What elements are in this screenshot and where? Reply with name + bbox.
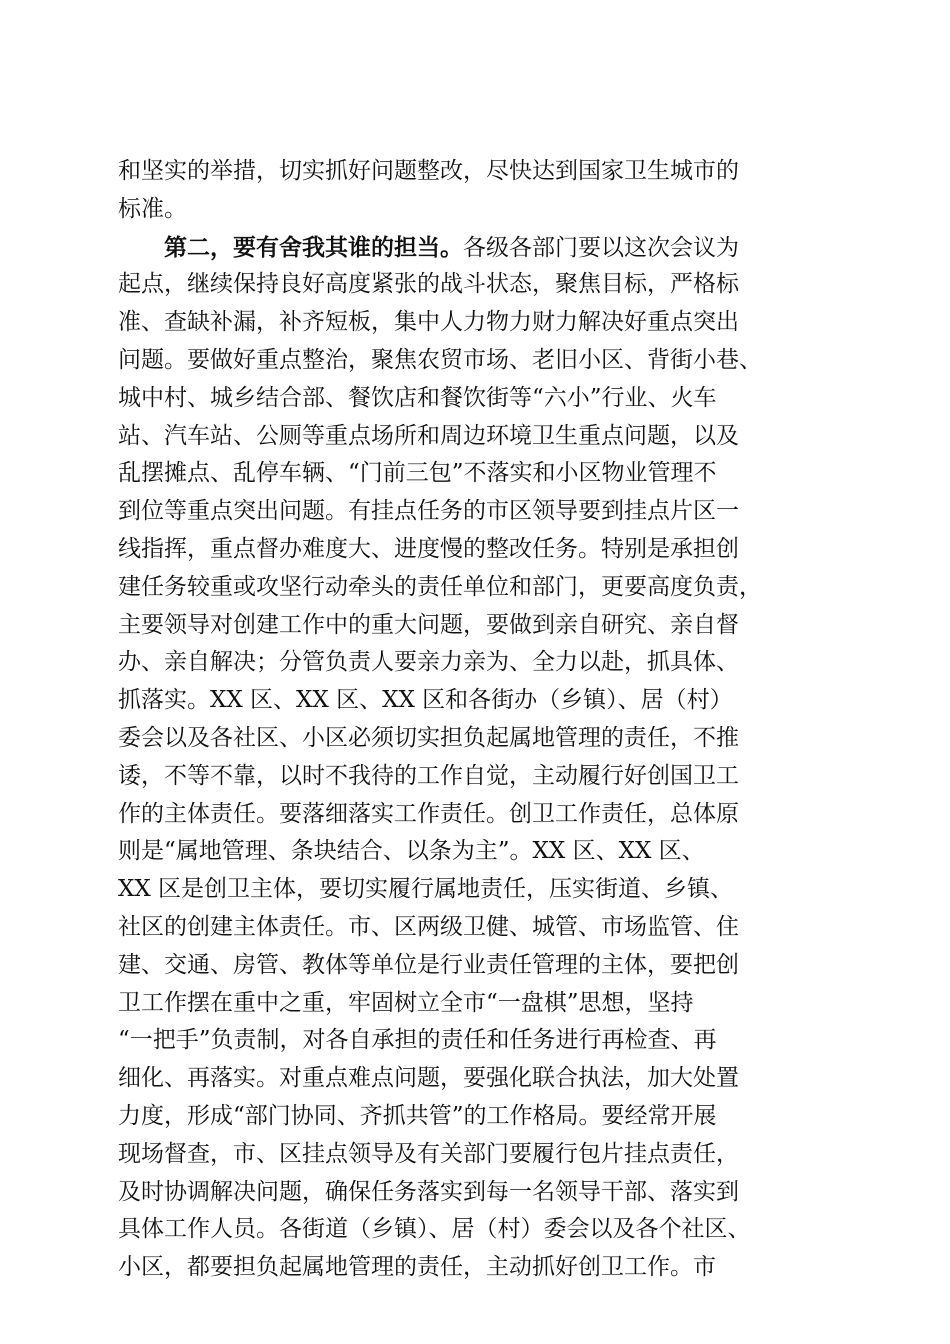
text-line: 力度，形成“部门协同、齐抓共管”的工作格局。要经常开展 bbox=[118, 1102, 717, 1129]
text-line: 作的主体责任。要落细落实工作责任。创卫工作责任，总体原 bbox=[118, 800, 739, 827]
text-line: 建任务较重或攻坚行动牵头的责任单位和部门，更要高度负责， bbox=[118, 573, 762, 600]
text-line: 主要领导对创建工作中的重大问题，要做到亲自研究、亲自督 bbox=[118, 611, 739, 638]
text-line: 诿，不等不靠，以时不我待的工作自觉，主动履行好创国卫工 bbox=[118, 762, 739, 789]
text-line: 城中村、城乡结合部、餐饮店和餐饮街等“六小”行业、火车 bbox=[118, 384, 717, 411]
text-line: 办、亲自解决；分管负责人要亲力亲为、全力以赴，抓具体、 bbox=[118, 649, 739, 676]
text-line: 委会以及各社区、小区必须切实担负起属地管理的责任，不推 bbox=[118, 724, 739, 751]
text-line: 站、汽车站、公厕等重点场所和周边环境卫生重点问题，以及 bbox=[118, 422, 739, 449]
text-span: 各级各部门要以这次会议为 bbox=[463, 234, 739, 261]
text-line: 卫工作摆在重中之重，牢固树立全市“一盘棋”思想，坚持 bbox=[118, 989, 694, 1016]
section-heading: 第二，要有舍我其谁的担当。 bbox=[164, 233, 463, 261]
text-line: “一把手”负责制，对各自承担的责任和任务进行再检查、再 bbox=[118, 1027, 717, 1054]
text-line: 标准。 bbox=[118, 195, 187, 222]
text-line: 现场督查，市、区挂点领导及有关部门要履行包片挂点责任， bbox=[118, 1140, 739, 1167]
text-line: 具体工作人员。各街道（乡镇）、居（村）委会以及各个社区、 bbox=[118, 1216, 751, 1243]
text-line: 线指挥，重点督办难度大、进度慢的整改任务。特别是承担创 bbox=[118, 535, 739, 562]
text-line: 及时协调解决问题，确保任务落实到每一名领导干部、落实到 bbox=[118, 1178, 739, 1205]
document-body bbox=[118, 153, 830, 1287]
text-line: 则是“属地管理、条块结合、以条为主”。XX 区、XX 区、 bbox=[118, 838, 705, 865]
text-line: 社区的创建主体责任。市、区两级卫健、城管、市场监管、住 bbox=[118, 913, 739, 940]
text-line: 和坚实的举措，切实抓好问题整改，尽快达到国家卫生城市的 bbox=[118, 158, 739, 184]
text-line: 起点，继续保持良好高度紧张的战斗状态，聚焦目标，严格标 bbox=[118, 271, 739, 298]
text-line: 小区，都要担负起属地管理的责任，主动抓好创卫工作。市 bbox=[118, 1254, 716, 1281]
text-line: 乱摆摊点、乱停车辆、“门前三包”不落实和小区物业管理不 bbox=[118, 460, 717, 487]
paragraph-first-line bbox=[118, 229, 830, 267]
text-line: 抓落实。XX 区、XX 区、XX 区和各街办（乡镇）、居（村） bbox=[118, 687, 733, 714]
text-line: XX 区是创卫主体，要切实履行属地责任，压实街道、乡镇、 bbox=[118, 876, 734, 903]
text-line: 问题。要做好重点整治，聚焦农贸市场、老旧小区、背街小巷、 bbox=[118, 346, 762, 373]
text-line: 细化、再落实。对重点难点问题，要强化联合执法，加大处置 bbox=[118, 1065, 739, 1092]
text-line: 准、查缺补漏，补齐短板，集中人力物力财力解决好重点突出 bbox=[118, 309, 739, 336]
text-line: 到位等重点突出问题。有挂点任务的市区领导要到挂点片区一 bbox=[118, 498, 739, 525]
text-line: 建、交通、房管、教体等单位是行业责任管理的主体，要把创 bbox=[118, 951, 739, 978]
